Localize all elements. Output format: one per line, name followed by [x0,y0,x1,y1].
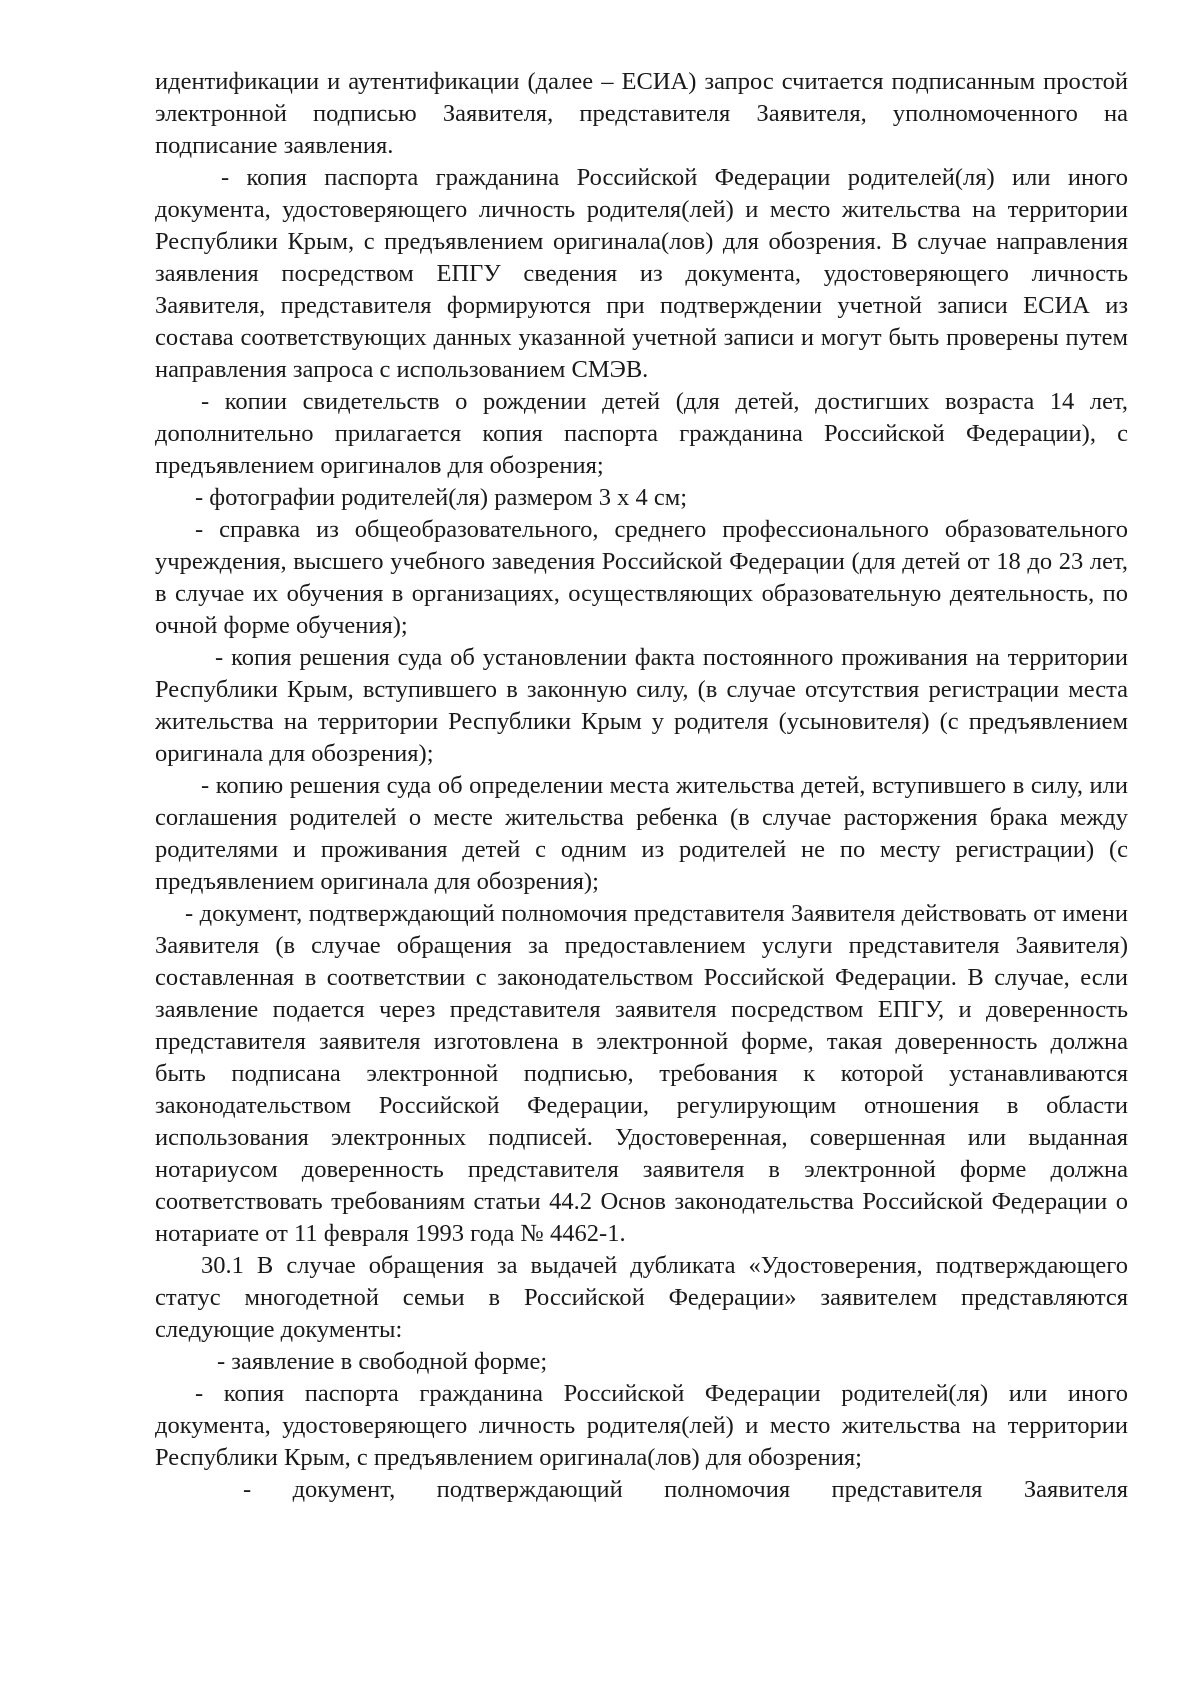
paragraph-representative-document: - документ, подтверждающий полномочия представителя Заявителя [243,1476,1128,1503]
paragraph-education-certificate: - справка из общеобразовательного, среднего профессионального образовательного учреждения, высшего учебного заведения Российской Федерации (для детей от 18 до 23 лет, в случае их обучения в организациях, осуществляющих образовательную деятельность, по очной форме обучения); [155,516,1128,639]
document-body [155,66,1128,1506]
paragraph-duplicate-section: 30.1 В случае обращения за выдачей дубликата «Удостоверения, подтверждающего статус многодетной семьи в Российской Федерации» заявителем представляются следующие документы: [155,1252,1128,1343]
paragraph-passport-copy: - копия паспорта гражданина Российской Федерации родителей(ля) или иного документа, удостоверяющего личность родителя(лей) и место жительства на территории Республики Крым, с предъявлением оригинала(лов) для обозрения. В случае направления заявления посредством ЕПГУ сведения из документа, удостоверяющего личность Заявителя, представителя формируются при подтверждении учетной записи ЕСИА из состава соответствующих данных указанной учетной записи и могут быть проверены путем направления запроса с использованием СМЭВ. [155,164,1128,383]
paragraph-esia-signature: идентификации и аутентификации (далее – ЕСИА) запрос считается подписанным простой электронной подписью Заявителя, представителя Заявителя, уполномоченного на подписание заявления. [155,68,1128,159]
paragraph-court-decision-residence: - копия решения суда об установлении факта постоянного проживания на территории Республики Крым, вступившего в законную силу, (в случае отсутствия регистрации места жительства на территории Республики Крым у родителя (усыновителя) (с предъявлением оригинала для обозрения); [155,644,1128,767]
paragraph-free-form-application: - заявление в свободной форме; [217,1348,548,1375]
paragraph-court-decision-children: - копию решения суда об определении места жительства детей, вступившего в силу, или соглашения родителей о месте жительства ребенка (в случае расторжения брака между родителями и проживания детей с одним из родителей не по месту регистрации) (с предъявлением оригинала для обозрения); [155,772,1128,895]
paragraph-passport-copy-duplicate: - копия паспорта гражданина Российской Федерации родителей(ля) или иного документа, удостоверяющего личность родителя(лей) и место жительства на территории Республики Крым, с предъявлением оригинала(лов) для обозрения; [155,1380,1128,1471]
paragraph-birth-certificates: - копии свидетельств о рождении детей (для детей, достигших возраста 14 лет, дополнительно прилагается копия паспорта гражданина Российской Федерации), с предъявлением оригиналов для обозрения; [155,388,1128,479]
paragraph-representative-authority: - документ, подтверждающий полномочия представителя Заявителя действовать от имени Заявителя (в случае обращения за предоставлением услуги представителя Заявителя) составленная в соответствии с законодательством Российской Федерации. В случае, если заявление подается через представителя заявителя посредством ЕПГУ, и доверенность представителя заявителя изготовлена в электронной форме, такая доверенность должна быть подписана электронной подписью, требования к которой устанавливаются законодательством Российской Федерации, регулирующим отношения в области использования электронных подписей. Удостоверенная, совершенная или выданная нотариусом доверенность представителя заявителя в электронной форме должна соответствовать требованиям статьи 44.2 Основ законодательства Российской Федерации о нотариате от 11 февраля 1993 года № 4462-1. [155,900,1128,1247]
paragraph-photos: - фотографии родителей(ля) размером 3 х 4 см; [195,484,688,511]
